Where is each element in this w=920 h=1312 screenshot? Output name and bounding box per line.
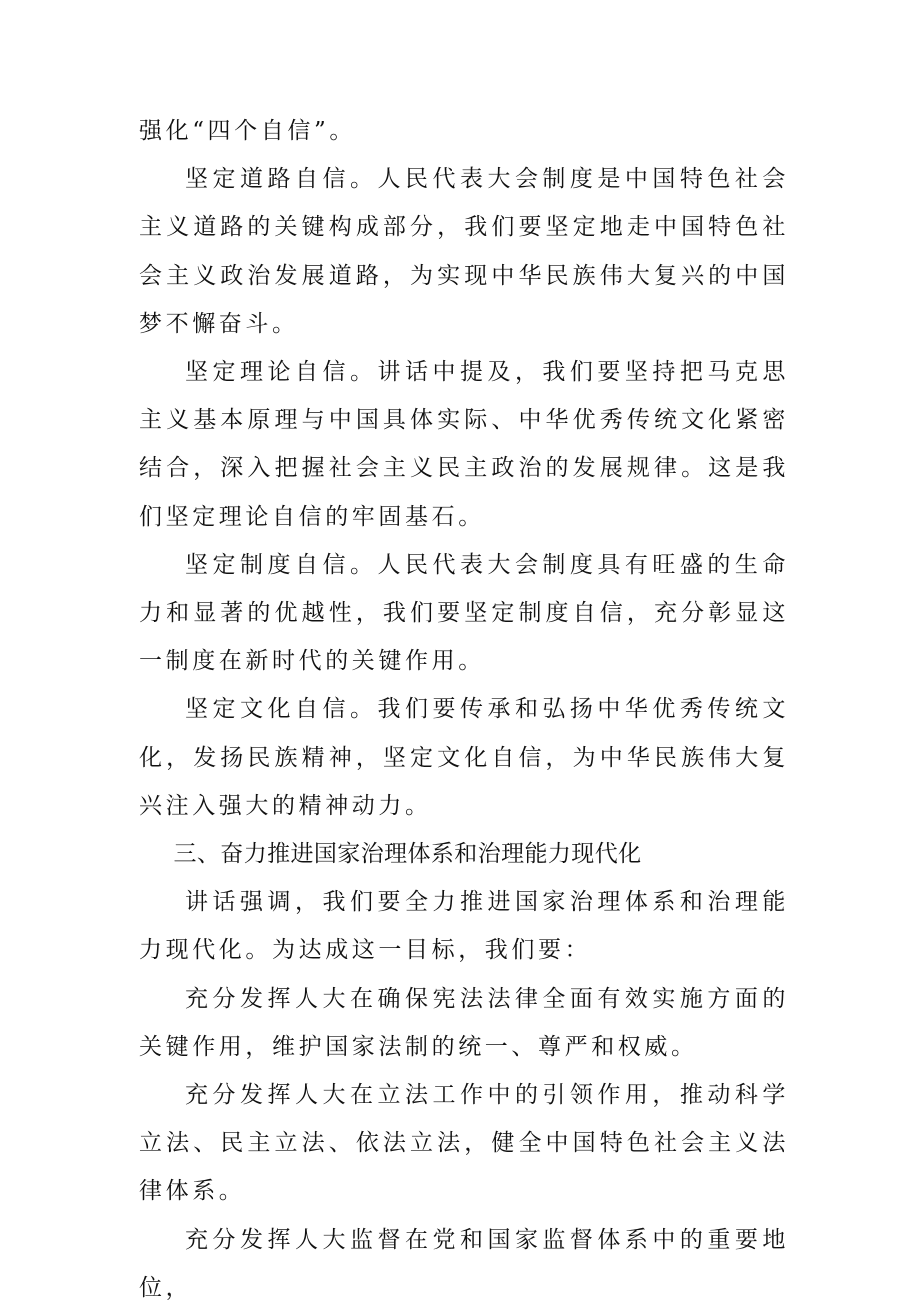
- paragraph-theory-confidence: 坚定理论自信。讲话中提及，我们要坚持把马克思主义基本原理与中国具体实际、中华优秀传统文化紧密结合，深入把握社会主义民主政治的发展规律。这是我们坚定理论自信的牢固基石。: [139, 359, 789, 530]
- document-body: [139, 107, 789, 1312]
- paragraph-governance-intro: 讲话强调，我们要全力推进国家治理体系和治理能力现代化。为达成这一目标，我们要：: [139, 889, 789, 964]
- paragraph-supervision-role: 充分发挥人大监督在党和国家监督体系中的重要地位，: [139, 1226, 789, 1301]
- paragraph-four-confidences: 强化“四个自信”。: [139, 118, 356, 144]
- section-heading: 三、奋力推进国家治理体系和治理能力现代化: [173, 841, 642, 868]
- paragraph-legislation-role: 充分发挥人大在立法工作中的引领作用，推动科学立法、民主立法、依法立法，健全中国特色社会主义法律体系。: [139, 1082, 789, 1205]
- paragraph-system-confidence: 坚定制度自信。人民代表大会制度具有旺盛的生命力和显著的优越性，我们要坚定制度自信，充分彰显这一制度在新时代的关键作用。: [139, 551, 789, 675]
- paragraph-road-confidence: 坚定道路自信。人民代表大会制度是中国特色社会主义道路的关键构成部分，我们要坚定地走中国特色社会主义政治发展道路，为实现中华民族伟大复兴的中国梦不懈奋斗。: [139, 166, 789, 337]
- paragraph-constitution-role: 充分发挥人大在确保宪法法律全面有效实施方面的关键作用，维护国家法制的统一、尊严和权威。: [139, 985, 789, 1060]
- paragraph-culture-confidence: 坚定文化自信。我们要传承和弘扬中华优秀传统文化，发扬民族精神，坚定文化自信，为中华民族伟大复兴注入强大的精神动力。: [139, 696, 789, 819]
